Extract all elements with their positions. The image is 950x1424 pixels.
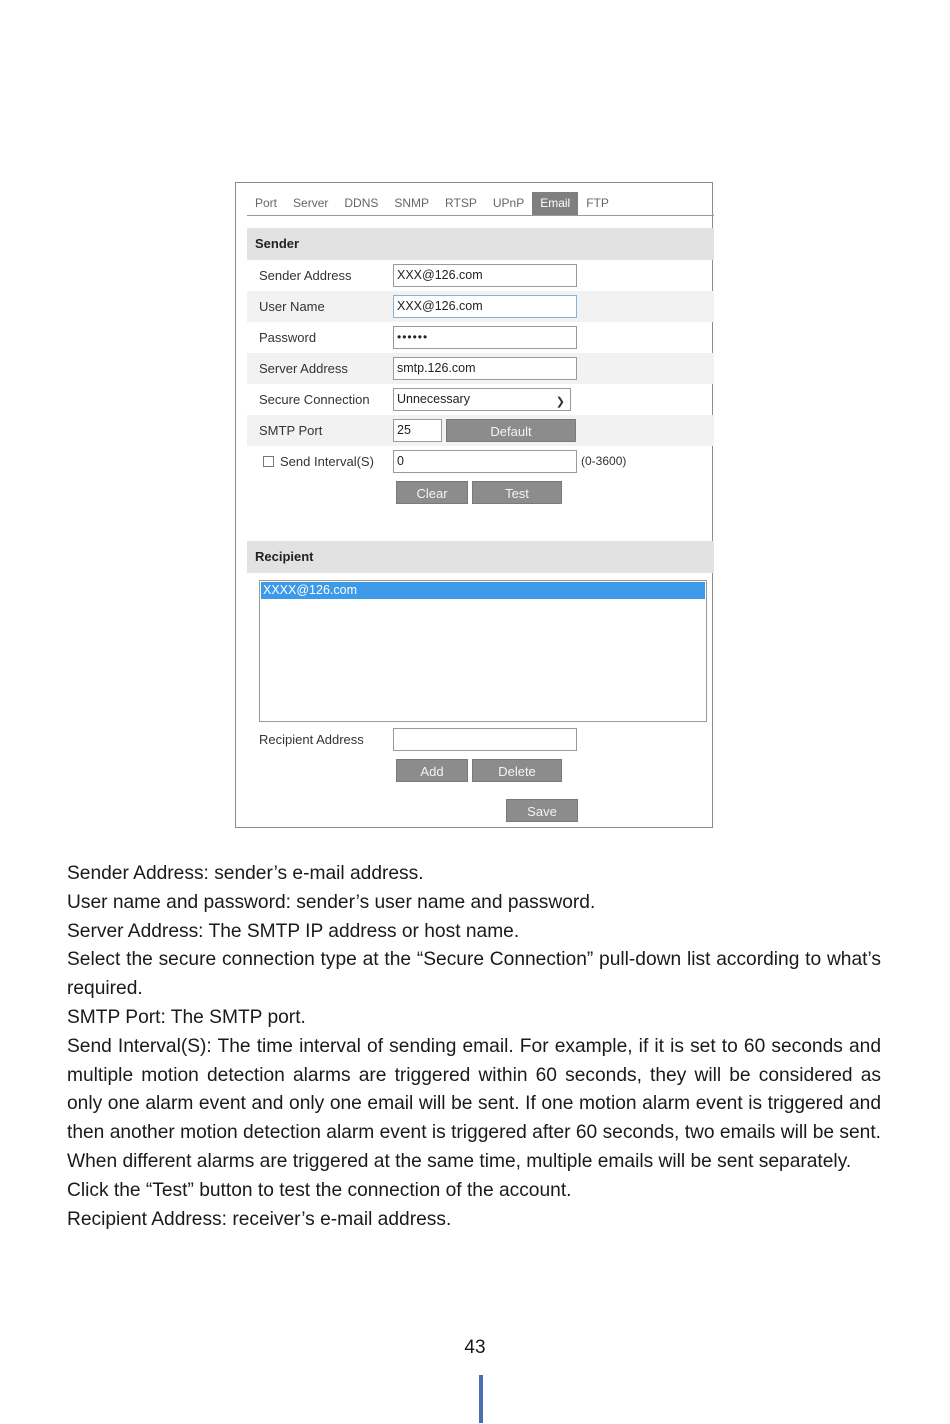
- page-number: 43: [464, 1337, 486, 1358]
- secure-connection-row: [247, 384, 714, 415]
- paragraph-recipient-address: Recipient Address: receiver’s e-mail address.: [67, 1208, 452, 1230]
- add-button[interactable]: Add: [396, 759, 468, 782]
- clear-button[interactable]: Clear: [396, 481, 468, 504]
- settings-tab-bar: [247, 192, 714, 216]
- send-interval-range: (0-3600): [581, 454, 627, 468]
- paragraph-send-interval: Send Interval(S): The time interval of sending email. For example, if it is set to 60 seconds and multiple motion detection alarms are triggered within 60 seconds, they will be considered as only one alarm event and only one email will be sent. If one motion alarm event is triggered and then another motion detection alarm event is triggered after 60 seconds, two emails will be sent. When different alarms are triggered at the same time, multiple emails will be sent separately.: [67, 1035, 881, 1172]
- password-row: [247, 322, 714, 353]
- chevron-down-icon: ❯: [555, 396, 565, 408]
- recipient-address-row: [247, 724, 714, 755]
- delete-button[interactable]: Delete: [472, 759, 562, 782]
- smtp-port-input[interactable]: 25: [393, 419, 442, 442]
- paragraph-smtp-port: SMTP Port: The SMTP port.: [67, 1006, 306, 1028]
- password-label: Password: [259, 330, 317, 345]
- tab-ddns[interactable]: DDNS: [344, 196, 379, 210]
- recipient-address-label: Recipient Address: [259, 732, 364, 747]
- send-interval-label: Send Interval(S): [280, 454, 374, 469]
- sender-address-input[interactable]: XXX@126.com: [393, 264, 577, 287]
- password-input[interactable]: ••••••: [393, 326, 577, 349]
- user-name-row: [247, 291, 714, 322]
- secure-connection-value: Unnecessary: [397, 392, 470, 406]
- tab-ftp[interactable]: FTP: [586, 196, 609, 210]
- paragraph-sender-address: Sender Address: sender’s e-mail address.: [67, 863, 424, 884]
- page-footer-bar: [479, 1375, 483, 1423]
- recipient-section-heading: Recipient: [247, 541, 714, 573]
- recipient-address-input[interactable]: [393, 728, 577, 751]
- paragraph-test-button: Click the “Test” button to test the connection of the account.: [67, 1179, 572, 1201]
- smtp-port-label: SMTP Port: [259, 423, 323, 438]
- paragraph-server-address: Server Address: The SMTP IP address or host name.: [67, 920, 520, 942]
- user-name-input[interactable]: XXX@126.com: [393, 295, 577, 318]
- tab-rtsp[interactable]: RTSP: [445, 196, 477, 210]
- tab-port[interactable]: Port: [255, 196, 278, 210]
- tab-upnp[interactable]: UPnP: [492, 196, 525, 210]
- secure-connection-label: Secure Connection: [259, 392, 370, 407]
- send-interval-checkbox[interactable]: [263, 456, 274, 467]
- server-address-label: Server Address: [259, 361, 348, 376]
- test-button[interactable]: Test: [472, 481, 562, 504]
- tab-server[interactable]: Server: [293, 196, 329, 210]
- server-address-input[interactable]: smtp.126.com: [393, 357, 577, 380]
- send-interval-row: [247, 446, 714, 477]
- smtp-port-row: [247, 415, 714, 446]
- paragraph-secure-connection: Select the secure connection type at the “Secure Connection” pull-down list according to what’s required.: [67, 949, 881, 1000]
- tab-snmp[interactable]: SNMP: [394, 196, 430, 210]
- server-address-row: [247, 353, 714, 384]
- sender-address-label: Sender Address: [259, 268, 352, 283]
- save-button[interactable]: Save: [506, 799, 578, 822]
- list-item[interactable]: XXXX@126.com: [261, 582, 705, 599]
- secure-connection-select[interactable]: [393, 388, 571, 411]
- sender-section-heading: Sender: [247, 228, 714, 260]
- sender-address-row: [247, 260, 714, 291]
- recipient-list[interactable]: [259, 580, 707, 722]
- paragraph-user-name-password: User name and password: sender’s user name and password.: [67, 891, 596, 913]
- user-name-label: User Name: [259, 299, 325, 314]
- default-button[interactable]: Default: [446, 419, 576, 442]
- tab-email[interactable]: Email: [532, 192, 578, 215]
- email-settings-panel: [235, 182, 713, 828]
- manual-body-text: [67, 860, 881, 1234]
- send-interval-input[interactable]: 0: [393, 450, 577, 473]
